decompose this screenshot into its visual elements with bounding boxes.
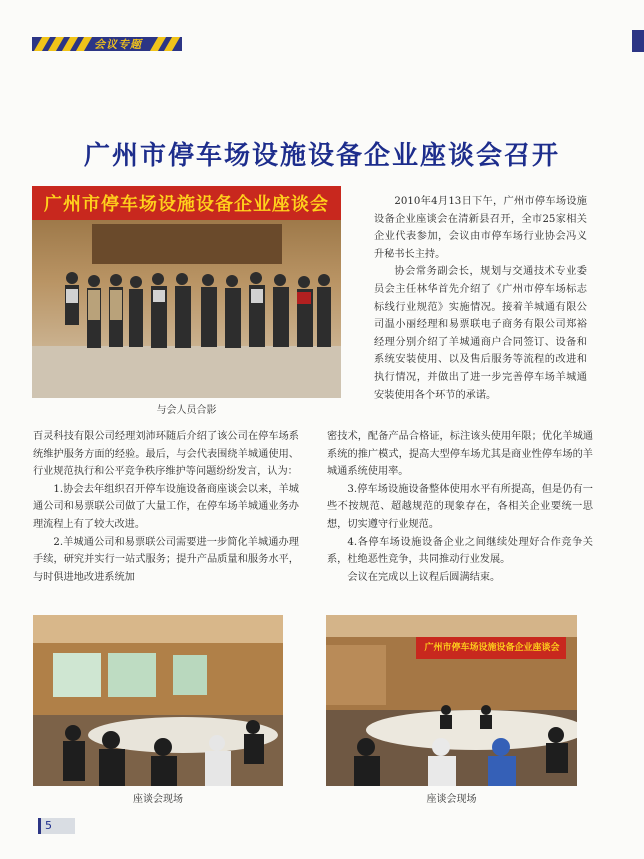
paragraph: 3.停车场设施设备整体使用水平有所提高，但是仍有一些不按规范、超越规范的现象存在，各相关企业要统一思想，切实遵守行业规范。 bbox=[327, 483, 593, 530]
paragraph: 2.羊城通公司和易票联公司需要进一步简化羊城通办理手续，研究并实行一站式服务；提升产品质量和服务水平，与时俱进地改进系统加 bbox=[33, 536, 299, 583]
group-photo-caption: 与会人员合影 bbox=[156, 405, 217, 416]
meeting-photo-right-caption: 座谈会现场 bbox=[426, 794, 477, 805]
meeting-photo-left-caption: 座谈会现场 bbox=[133, 794, 183, 805]
section-header-strip bbox=[32, 37, 182, 51]
paragraph: 密技术，配备产品合格证，标注该头使用年限；优化羊城通系统的推广模式，提高大型停车场尤其是商业性停车场的羊城通系统使用率。 bbox=[327, 431, 593, 478]
paragraph: 百灵科技有限公司经理刘沛环随后介绍了该公司在停车场系统维护服务方面的经验。最后，与会代表围绕羊城通使用、行业规范执行和公平竞争秩序维护等问题纷纷发言，认为： bbox=[33, 431, 299, 478]
meeting-photo-right-banner: 广州市停车场设施设备企业座谈会 bbox=[424, 643, 560, 653]
group-photo-banner: 广州市停车场设施设备企业座谈会 bbox=[44, 194, 329, 215]
group-photo bbox=[32, 186, 341, 398]
paragraph: 会议在完成以上议程后圆满结束。 bbox=[347, 571, 501, 583]
meeting-photo-left bbox=[33, 615, 283, 786]
paragraph: 2010年4月13日下午，广州市停车场设施设备企业座谈会在清新县召开，全市25家相关企业代表参加，会议由市停车场行业协会冯义升秘书长主持。 bbox=[374, 196, 587, 260]
article-title: 广州市停车场设施设备企业座谈会召开 bbox=[83, 141, 560, 172]
paragraph: 4.各停车场设施设备企业之间继续处理好合作竞争关系，杜绝恶性竞争，共同推动行业发展。 bbox=[327, 536, 593, 566]
body-left-column bbox=[33, 428, 299, 586]
meeting-photo-right bbox=[326, 615, 577, 786]
page-number: 5 bbox=[38, 818, 75, 834]
paragraph: 1.协会去年组织召开停车设施设备商座谈会以来，羊城通公司和易票联公司做了大量工作，在停车场羊城通业务办理流程上有了较大改进。 bbox=[33, 483, 299, 530]
paragraph: 协会常务副会长，规划与交通技术专业委员会主任林华首先介绍了《广州市停车场标志标线行业规范》实施情况。接着羊城通有限公司温小丽经理和易票联电子商务有限公司郑裕经理分别介绍了羊城通商户合同签订、设备和系统安装使用、以及售后服务等流程的改进和执行情况，并做出了进一步完善停车场羊城通安装使用各个环节的承诺。 bbox=[374, 266, 587, 401]
body-right-column bbox=[327, 428, 593, 586]
corner-tab bbox=[632, 30, 644, 52]
intro-text bbox=[374, 193, 587, 404]
section-label: 会议专题 bbox=[94, 38, 142, 51]
